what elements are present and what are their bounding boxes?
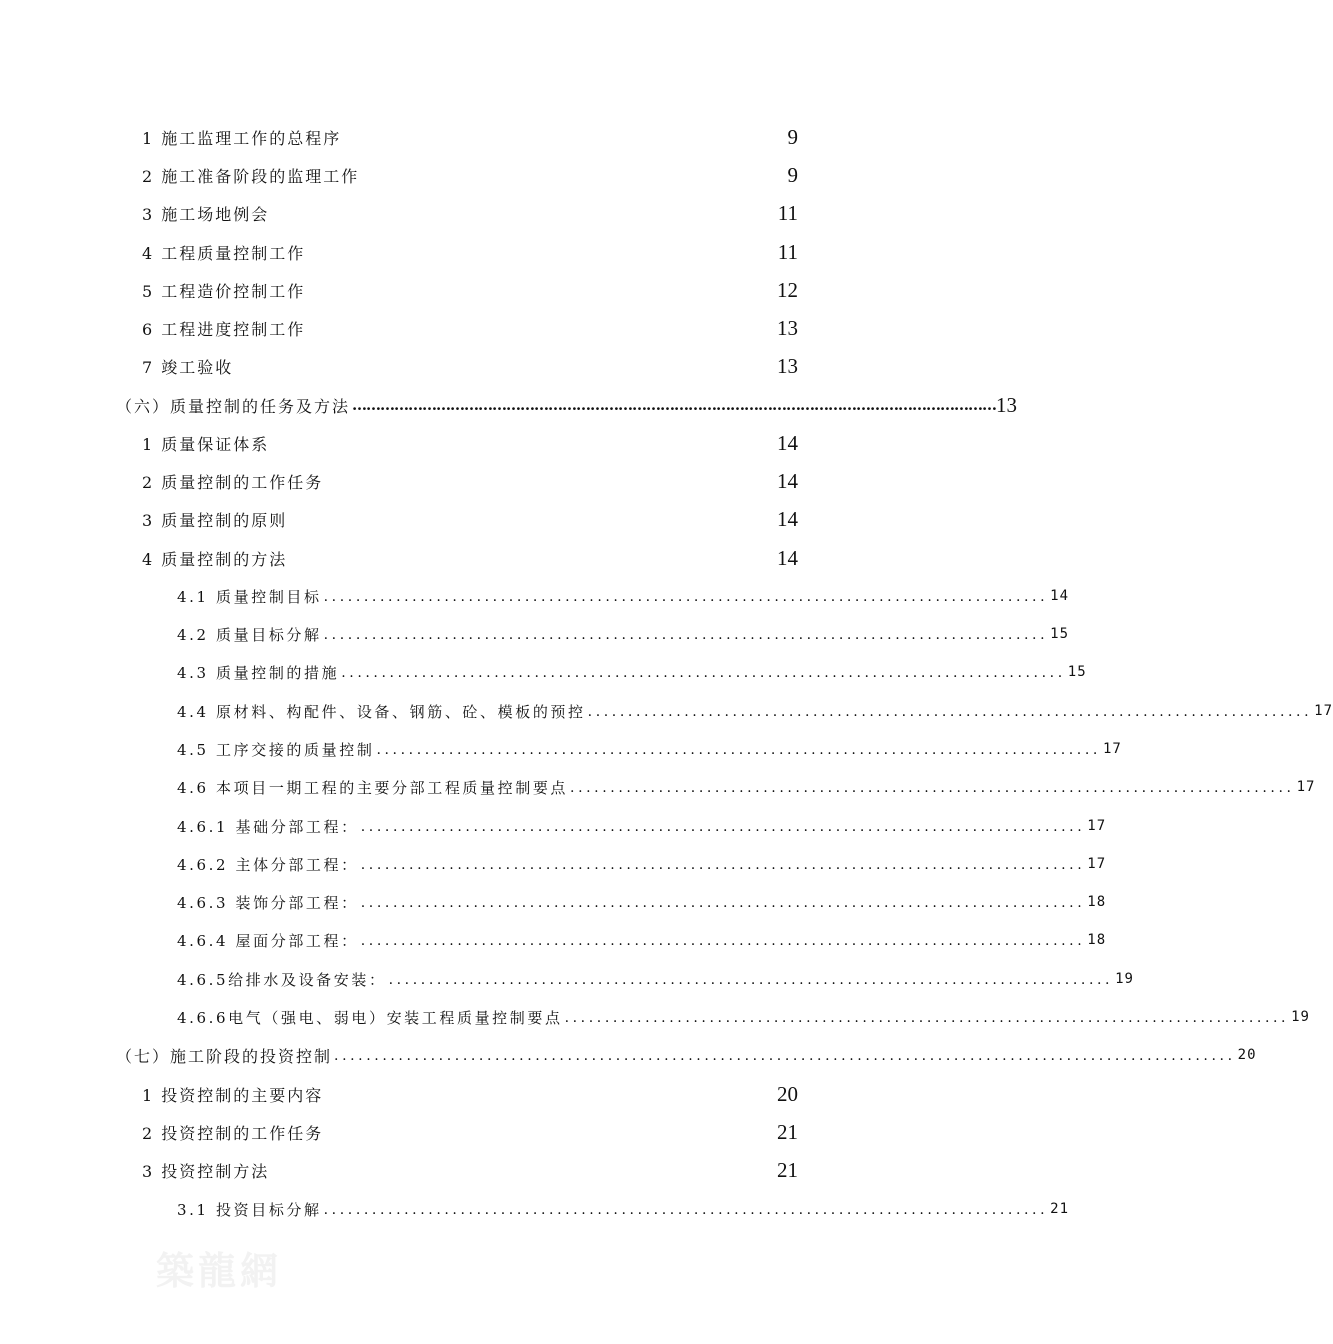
toc-section-entry[interactable]: [116, 390, 1018, 420]
toc-leader: ..........................................................................................: [360, 895, 1086, 911]
toc-leader: ..........................................................................................: [587, 704, 1313, 720]
toc-leader: ..........................................................................................: [388, 972, 1114, 988]
toc-leader: …………………………………………………………………………………………………………………………: [352, 396, 997, 414]
toc-page-number: 9: [787, 162, 798, 187]
toc-entry[interactable]: [142, 1155, 798, 1185]
toc-entry[interactable]: [142, 237, 798, 267]
toc-page-number: 20: [1237, 1047, 1257, 1063]
toc-leader: ..........................................................................................: [323, 589, 1049, 605]
toc-page-number: 17: [1087, 856, 1107, 872]
toc-subentry[interactable]: [177, 1002, 1310, 1032]
toc-entry[interactable]: [142, 351, 798, 381]
toc-page-number: 13: [996, 392, 1018, 417]
toc-entry[interactable]: [142, 313, 798, 343]
toc-entry[interactable]: [142, 543, 798, 573]
toc-page-number: 17: [1102, 741, 1122, 757]
toc-page-number: 14: [777, 545, 798, 570]
toc-entry[interactable]: [142, 1079, 798, 1109]
toc-entry-title: 1 质量保证体系: [142, 434, 270, 454]
toc-entry-title: 4.6.3 装饰分部工程：: [177, 893, 359, 912]
toc-subentry[interactable]: [177, 619, 1070, 649]
toc-entry-title: 3.1 投资目标分解: [177, 1200, 322, 1219]
toc-entry-title: 1 施工监理工作的总程序: [142, 128, 342, 148]
toc-page-number: 21: [1050, 1201, 1070, 1217]
toc-subentry[interactable]: [177, 581, 1070, 611]
toc-page-number: 15: [1067, 664, 1087, 680]
toc-subentry[interactable]: [177, 811, 1107, 841]
toc-subentry[interactable]: [177, 657, 1087, 687]
toc-leader: ..........................................................................................: [323, 627, 1049, 643]
toc-leader: ..........................................................................................: [570, 780, 1295, 796]
toc-entry-title: 4.6.2 主体分部工程：: [177, 855, 359, 874]
toc-subentry[interactable]: [177, 772, 1316, 802]
toc-page-number: 15: [1050, 626, 1070, 642]
toc-page-number: 14: [777, 506, 798, 531]
toc-leader: ..........................................................................................: [564, 1010, 1290, 1026]
toc-page-number: 12: [777, 277, 798, 302]
toc-page-number: 21: [777, 1157, 798, 1182]
toc-entry-title: 4.6.4 屋面分部工程：: [177, 931, 359, 950]
toc-entry[interactable]: [142, 275, 798, 305]
toc-entry-title: 4 工程质量控制工作: [142, 243, 306, 263]
toc-entry-title: 4.2 质量目标分解: [177, 625, 322, 644]
toc-entry-title: 3 施工场地例会: [142, 204, 270, 224]
toc-page-number: 11: [777, 239, 798, 264]
watermark: 築龍網: [156, 1248, 283, 1293]
toc-entry-title: （七）施工阶段的投资控制: [116, 1046, 333, 1066]
toc-entry-title: 6 工程进度控制工作: [142, 319, 306, 339]
toc-page-number: 18: [1087, 894, 1107, 910]
toc-entry-title: 4.6 本项目一期工程的主要分部工程质量控制要点: [177, 778, 569, 797]
toc-leader: ..........................................................................................: [323, 1202, 1049, 1218]
toc-entry-title: 4.6.6电气（强电、弱电）安装工程质量控制要点: [177, 1008, 563, 1027]
toc-entry[interactable]: [142, 122, 798, 152]
toc-subentry[interactable]: [177, 696, 1333, 726]
toc-entry[interactable]: [142, 1117, 798, 1147]
toc-entry[interactable]: [142, 466, 798, 496]
toc-entry-title: 2 施工准备阶段的监理工作: [142, 166, 360, 186]
toc-page-number: 20: [777, 1081, 798, 1106]
toc-entry-title: 4.6.5给排水及设备安装：: [177, 970, 387, 989]
toc-subentry[interactable]: [177, 849, 1107, 879]
toc-page-number: 14: [777, 430, 798, 455]
toc-entry[interactable]: [142, 428, 798, 458]
toc-entry-title: 4.6.1 基础分部工程：: [177, 817, 359, 836]
toc-page-number: 18: [1087, 932, 1107, 948]
toc-entry-title: 2 质量控制的工作任务: [142, 472, 324, 492]
toc-entry-title: 5 工程造价控制工作: [142, 281, 306, 301]
toc-entry[interactable]: [142, 504, 798, 534]
toc-subentry[interactable]: [177, 964, 1134, 994]
toc-section-entry[interactable]: [116, 1040, 1257, 1070]
toc-entry-title: 3 质量控制的原则: [142, 510, 288, 530]
toc-entry-title: 1 投资控制的主要内容: [142, 1085, 324, 1105]
toc-leader: ..........................................................................................: [360, 933, 1086, 949]
toc-page-number: 14: [777, 468, 798, 493]
toc-subentry[interactable]: [177, 887, 1107, 917]
toc-page-number: 17: [1087, 818, 1107, 834]
toc-subentry[interactable]: [177, 925, 1107, 955]
toc-entry-title: 2 投资控制的工作任务: [142, 1123, 324, 1143]
toc-subentry[interactable]: [177, 1194, 1070, 1224]
toc-entry[interactable]: [142, 198, 798, 228]
toc-page-number: 14: [1050, 588, 1070, 604]
toc-entry-title: 4 质量控制的方法: [142, 549, 288, 569]
toc-entry-title: 4.1 质量控制目标: [177, 587, 322, 606]
toc-page-number: 11: [777, 200, 798, 225]
toc-entry-title: 4.5 工序交接的质量控制: [177, 740, 375, 759]
toc-entry-title: 3 投资控制方法: [142, 1161, 270, 1181]
toc-leader: ..........................................................................................: [360, 857, 1086, 873]
toc-entry-title: 4.4 原材料、构配件、设备、钢筋、砼、模板的预控: [177, 702, 586, 721]
toc-leader: ..........................................................................................: [376, 742, 1101, 758]
toc-leader: ..........................................................................................: [341, 665, 1066, 681]
toc-entry-title: （六）质量控制的任务及方法: [116, 396, 351, 416]
toc-page-number: 13: [777, 315, 798, 340]
toc-leader: ................................................................................................................: [334, 1048, 1236, 1064]
toc-subentry[interactable]: [177, 734, 1122, 764]
toc-page-number: 17: [1296, 779, 1316, 795]
toc-page-number: 13: [777, 353, 798, 378]
toc-page-number: 17: [1314, 703, 1333, 719]
toc-leader: ..........................................................................................: [360, 819, 1086, 835]
toc-page-number: 9: [787, 124, 798, 149]
toc-page-number: 19: [1291, 1009, 1310, 1025]
toc-page-number: 19: [1115, 971, 1134, 987]
toc-page-number: 21: [777, 1119, 798, 1144]
toc-entry-title: 7 竣工验收: [142, 357, 234, 377]
toc-entry-title: 4.3 质量控制的措施: [177, 663, 340, 682]
toc-entry[interactable]: [142, 160, 798, 190]
